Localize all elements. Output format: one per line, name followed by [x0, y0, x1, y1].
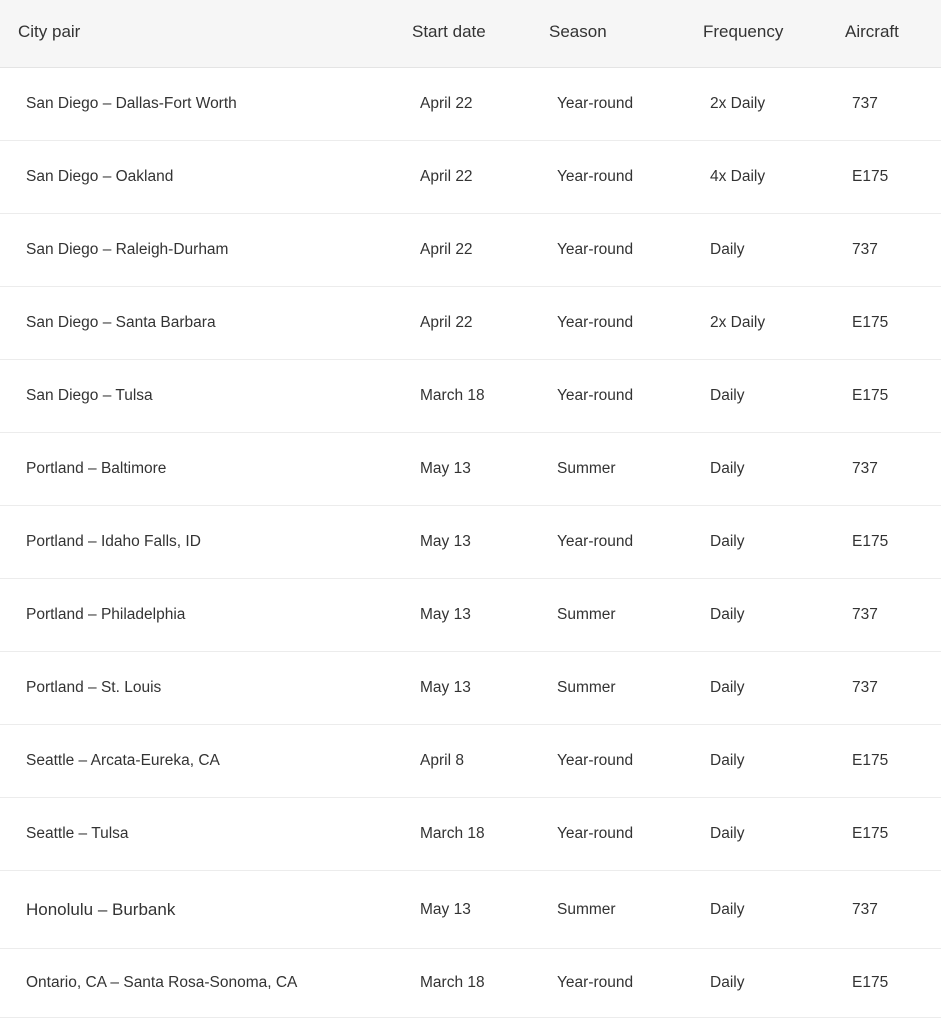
table-row: [0, 68, 941, 141]
cell-frequency: Daily: [710, 387, 745, 404]
cell-aircraft: 737: [852, 679, 878, 696]
cell-season: Year-round: [557, 241, 634, 258]
cell-start-date: May 13: [420, 900, 471, 918]
cell-frequency: Daily: [710, 974, 745, 991]
cell-city-pair: Seattle – Tulsa: [26, 825, 129, 842]
cell-city-pair: Honolulu – Burbank: [26, 899, 176, 919]
cell-season: Summer: [557, 606, 616, 623]
cell-city-pair: Portland – Idaho Falls, ID: [26, 533, 201, 550]
cell-frequency: Daily: [710, 606, 745, 623]
cell-frequency: Daily: [710, 900, 745, 918]
cell-season: Year-round: [557, 974, 634, 991]
cell-city-pair: San Diego – Raleigh-Durham: [26, 241, 229, 258]
table-header-row: [0, 0, 941, 68]
cell-frequency: 2x Daily: [710, 314, 766, 331]
cell-frequency: Daily: [710, 825, 745, 842]
cell-frequency: Daily: [710, 533, 745, 550]
table-row: [0, 798, 941, 871]
cell-start-date: May 13: [420, 533, 471, 550]
cell-aircraft: 737: [852, 606, 878, 623]
table-row: [0, 141, 941, 214]
cell-season: Year-round: [557, 168, 634, 185]
cell-city-pair: Ontario, CA – Santa Rosa-Sonoma, CA: [26, 974, 298, 991]
header-aircraft: Aircraft: [845, 22, 899, 41]
cell-start-date: April 22: [420, 95, 473, 112]
cell-city-pair: San Diego – Oakland: [26, 168, 174, 185]
header-start-date: Start date: [412, 22, 486, 41]
cell-start-date: May 13: [420, 460, 471, 477]
cell-city-pair: Portland – Baltimore: [26, 460, 167, 477]
table-row: [0, 433, 941, 506]
cell-city-pair: San Diego – Santa Barbara: [26, 314, 216, 331]
cell-start-date: April 22: [420, 314, 473, 331]
cell-aircraft: E175: [852, 314, 889, 331]
cell-aircraft: E175: [852, 825, 889, 842]
table-row: [0, 579, 941, 652]
cell-start-date: May 13: [420, 606, 471, 623]
table-row: [0, 949, 941, 1018]
cell-season: Year-round: [557, 314, 634, 331]
header-frequency: Frequency: [703, 22, 784, 41]
cell-season: Summer: [557, 679, 616, 696]
cell-aircraft: E175: [852, 533, 889, 550]
cell-city-pair: Seattle – Arcata-Eureka, CA: [26, 752, 220, 769]
cell-frequency: Daily: [710, 679, 745, 696]
cell-season: Year-round: [557, 825, 634, 842]
cell-season: Year-round: [557, 752, 634, 769]
cell-start-date: April 22: [420, 168, 473, 185]
cell-season: Summer: [557, 460, 616, 477]
cell-aircraft: E175: [852, 974, 889, 991]
cell-frequency: Daily: [710, 241, 745, 258]
cell-frequency: Daily: [710, 460, 745, 477]
table-row: [0, 506, 941, 579]
table-row: [0, 287, 941, 360]
header-city-pair: City pair: [18, 22, 81, 41]
cell-frequency: 2x Daily: [710, 95, 766, 112]
table-row: [0, 214, 941, 287]
cell-season: Year-round: [557, 95, 634, 112]
cell-start-date: March 18: [420, 387, 485, 404]
table-row: [0, 725, 941, 798]
cell-aircraft: E175: [852, 752, 889, 769]
cell-aircraft: 737: [852, 460, 878, 477]
cell-aircraft: E175: [852, 168, 889, 185]
cell-city-pair: San Diego – Tulsa: [26, 387, 153, 404]
header-season: Season: [549, 22, 607, 41]
table-body: [0, 68, 941, 1018]
cell-aircraft: 737: [852, 900, 878, 918]
cell-aircraft: 737: [852, 241, 878, 258]
cell-season: Summer: [557, 900, 616, 918]
cell-aircraft: 737: [852, 95, 878, 112]
table-row: [0, 360, 941, 433]
cell-frequency: Daily: [710, 752, 745, 769]
cell-season: Year-round: [557, 387, 634, 404]
cell-city-pair: Portland – Philadelphia: [26, 606, 186, 623]
cell-start-date: May 13: [420, 679, 471, 696]
cell-frequency: 4x Daily: [710, 168, 766, 185]
cell-city-pair: Portland – St. Louis: [26, 679, 162, 696]
cell-start-date: March 18: [420, 974, 485, 991]
cell-season: Year-round: [557, 533, 634, 550]
cell-start-date: March 18: [420, 825, 485, 842]
cell-city-pair: San Diego – Dallas-Fort Worth: [26, 95, 237, 112]
cell-start-date: April 22: [420, 241, 473, 258]
cell-aircraft: E175: [852, 387, 889, 404]
table-row: [0, 871, 941, 949]
table-row: [0, 652, 941, 725]
cell-start-date: April 8: [420, 752, 464, 769]
